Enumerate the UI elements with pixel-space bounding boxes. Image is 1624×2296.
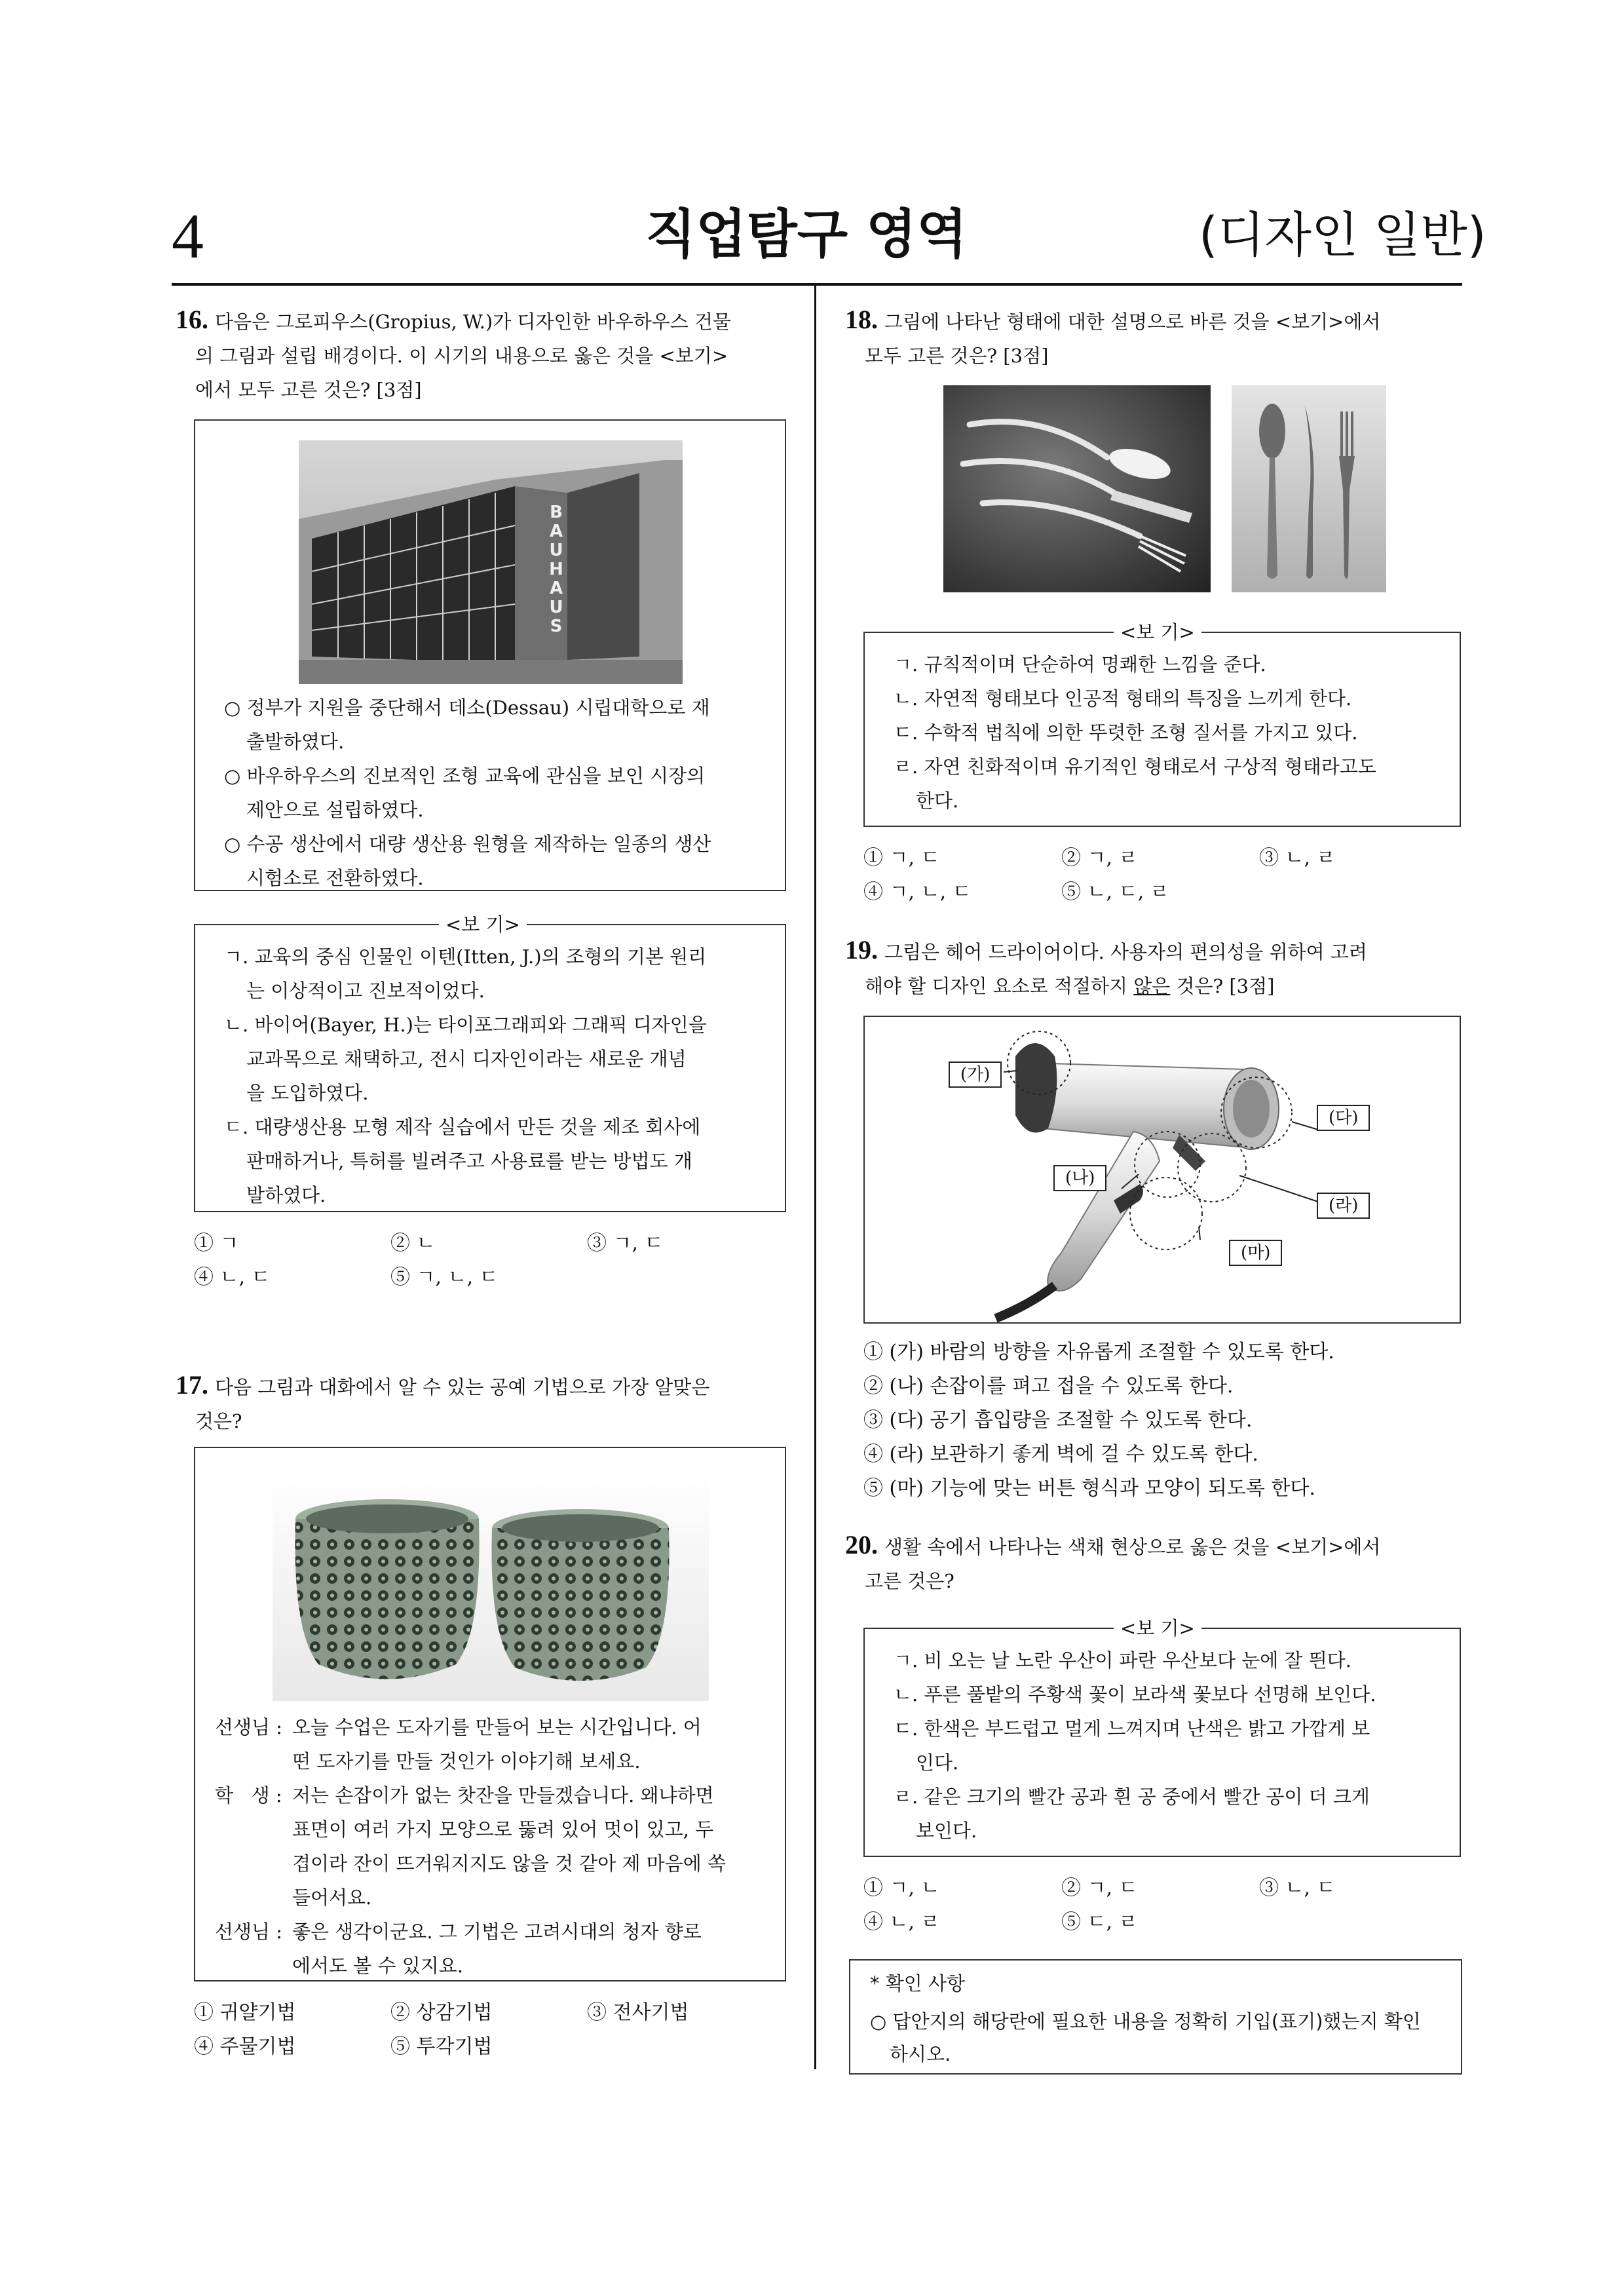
q17-choices: [194, 1996, 784, 2064]
q19-tag-da: (다): [1317, 1105, 1370, 1131]
q16-bullet-2: ○ 바우하우스의 진보적인 조형 교육에 관심을 보인 시장의 제안으로 설립하였다.: [224, 765, 706, 821]
q16-choice-4[interactable]: ④ ㄴ, ㄷ: [194, 1266, 271, 1289]
q19-choice-2[interactable]: ② (나) 손잡이를 펴고 접을 수 있도록 한다.: [863, 1375, 1234, 1398]
q17-number: 17.: [176, 1370, 208, 1400]
q17-figure-box: [194, 1447, 786, 1981]
page-title: 직업탐구 영역: [645, 204, 968, 265]
q20-bogi-b: ㄴ. 푸른 풀밭의 주황색 꽃이 보라색 꽃보다 선명해 보인다.: [894, 1683, 1376, 1706]
q17-choice-2[interactable]: ② 상감기법: [390, 2001, 493, 2024]
q18-bogi-b: ㄴ. 자연적 형태보다 인공적 형태의 특징을 느끼게 한다.: [894, 687, 1352, 710]
page-number: 4: [172, 201, 204, 272]
q19-choice-5[interactable]: ⑤ (마) 기능에 맞는 버튼 형식과 모양이 되도록 한다.: [863, 1477, 1315, 1500]
q20-choice-1[interactable]: ① ㄱ, ㄴ: [863, 1877, 940, 1900]
q20-bogi-c: ㄷ. 한색은 부드럽고 멀게 느껴지며 난색은 밝고 가깝게 보 인다.: [894, 1717, 1370, 1774]
q16-bogi-c: ㄷ. 대량생산용 모형 제작 실습에서 만든 것을 제조 회사에 판매하거나, 특허를 빌려주고 사용료를 받는 방법도 개 발하였다.: [224, 1116, 701, 1206]
q19-stem: 19. 그림은 헤어 드라이어이다. 사용자의 편의성을 위하여 고려 해야 할 디자인 요소로 적절하지 않은 것은? [3점]: [845, 935, 1367, 997]
q20-bogi-box: [863, 1617, 1461, 1857]
q20-stem: 20. 생활 속에서 나타나는 색채 현상으로 옳은 것을 <보기>에서 고른 것은?: [845, 1530, 1381, 1592]
q18-choice-5[interactable]: ⑤ ㄴ, ㄷ, ㄹ: [1061, 881, 1169, 904]
q16-choice-5[interactable]: ⑤ ㄱ, ㄴ, ㄷ: [390, 1266, 499, 1289]
q19-tag-na: (나): [1053, 1165, 1106, 1191]
q16-bogi-b: ㄴ. 바이어(Bayer, H.)는 타이포그래피와 그래픽 디자인을 교과목으로 채택하고, 전시 디자인이라는 새로운 개념 을 도입하였다.: [224, 1014, 707, 1104]
q17-choice-5[interactable]: ⑤ 투각기법: [390, 2035, 493, 2058]
header-rule: [172, 283, 1462, 286]
q17-dialogue-line-3: 선생님 : 좋은 생각이군요. 그 기법은 고려시대의 청자 향로 에서도 볼 수 있지요.: [215, 1921, 702, 1977]
q16-choices: [194, 1227, 784, 1295]
bauhaus-sign: B A U H A U S: [549, 503, 563, 636]
q19-tag-ga: (가): [949, 1062, 1002, 1088]
q17-stem: 17. 다음 그림과 대화에서 알 수 있는 공예 기법으로 가장 알맞은 것은?: [176, 1370, 710, 1432]
q19-choice-1[interactable]: ① (가) 바람의 방향을 자유롭게 조절할 수 있도록 한다.: [863, 1341, 1334, 1364]
q18-bogi-label: <보 기>: [1114, 621, 1201, 643]
q18-bogi-c: ㄷ. 수학적 법칙에 의한 뚜렷한 조형 질서를 가지고 있다.: [894, 721, 1358, 744]
q18-choice-3[interactable]: ③ ㄴ, ㄹ: [1259, 847, 1336, 870]
q16-bullet-1: ○ 정부가 지원을 중단해서 데소(Dessau) 시립대학으로 재 출발하였다.: [224, 697, 710, 753]
q16-number: 16.: [176, 305, 208, 334]
cutlery-photo-1: [943, 385, 1211, 592]
q16-choice-1[interactable]: ① ㄱ: [194, 1232, 239, 1255]
q16-bullets: [215, 691, 778, 895]
pierced-teacups-photo: [273, 1468, 709, 1701]
q20-choice-4[interactable]: ④ ㄴ, ㄹ: [863, 1911, 940, 1934]
q18-choice-4[interactable]: ④ ㄱ, ㄴ, ㄷ: [863, 881, 972, 904]
q19-choice-3[interactable]: ③ (다) 공기 흡입량을 조절할 수 있도록 한다.: [863, 1409, 1253, 1432]
q16-bogi-box: [194, 913, 786, 1212]
bauhaus-building-photo: [299, 440, 683, 684]
q17-choice-4[interactable]: ④ 주물기법: [194, 2035, 296, 2058]
q20-bogi-d: ㄹ. 같은 크기의 빨간 공과 흰 공 중에서 빨간 공이 더 크게 보인다.: [894, 1786, 1370, 1842]
q20-choices: [863, 1871, 1453, 1940]
q16-bogi-a: ㄱ. 교육의 중심 인물인 이텐(Itten, J.)의 조형의 기본 원리 는 이상적이고 진보적이었다.: [224, 946, 707, 1002]
q19-choices: [863, 1335, 1461, 1506]
q18-stem: 18. 그림에 나타난 형태에 대한 설명으로 바른 것을 <보기>에서 모두 고른 것은? [3점]: [845, 305, 1381, 367]
q17-dialogue-line-1: 선생님 : 오늘 수업은 도자기를 만들어 보는 시간입니다. 어 떤 도자기를 만들 것인가 이야기해 보세요.: [215, 1716, 702, 1772]
q17-choice-1[interactable]: ① 귀얄기법: [194, 2001, 296, 2024]
q20-choice-2[interactable]: ② ㄱ, ㄷ: [1061, 1877, 1138, 1900]
q18-choice-1[interactable]: ① ㄱ, ㄷ: [863, 847, 940, 870]
q16-stem: 16. 다음은 그로피우스(Gropius, W.)가 디자인한 바우하우스 건물 의 그림과 설립 배경이다. 이 시기의 내용으로 옳은 것을 <보기> 에서 모두 고른 것은? [3점]: [176, 305, 732, 401]
notice-title: * 확인 사항: [870, 1972, 965, 1995]
q19-choice-4[interactable]: ④ (라) 보관하기 좋게 벽에 걸 수 있도록 한다.: [863, 1443, 1258, 1466]
q19-figure-box: [863, 1016, 1461, 1324]
q16-figure-box: [194, 419, 786, 891]
q20-bogi-a: ㄱ. 비 오는 날 노란 우산이 파란 우산보다 눈에 잘 띈다.: [894, 1649, 1351, 1672]
notice-box: [849, 1959, 1462, 2075]
q18-bogi-a: ㄱ. 규칙적이며 단순하여 명쾌한 느낌을 준다.: [894, 653, 1266, 676]
q19-number: 19.: [845, 935, 878, 965]
q19-tag-ma: (마): [1229, 1240, 1282, 1266]
q17-choice-3[interactable]: ③ 전사기법: [587, 2001, 689, 2024]
q16-bogi-label: <보 기>: [439, 913, 527, 936]
q19-tag-ra: (라): [1317, 1193, 1370, 1219]
q17-dialogue-line-2: 학 생 : 저는 손잡이가 없는 찻잔을 만들겠습니다. 왜냐하면 표면이 여러 가지 모양으로 뚫려 있어 멋이 있고, 두 겹이라 잔이 뜨거워지지도 않을 것 같아 제 마음에 쏙 들어서요.: [215, 1784, 727, 1909]
q20-choice-3[interactable]: ③ ㄴ, ㄷ: [1259, 1877, 1336, 1900]
notice-text: ○ 답안지의 해당란에 필요한 내용을 정확히 기입(표기)했는지 확인 하시오.: [870, 2010, 1421, 2065]
q20-number: 20.: [845, 1530, 878, 1559]
q19-negation: 않은: [1133, 975, 1171, 997]
column-divider: [814, 286, 816, 2069]
cutlery-photo-2: [1232, 385, 1386, 592]
q18-bogi-box: [863, 621, 1461, 827]
q20-choice-5[interactable]: ⑤ ㄷ, ㄹ: [1061, 1911, 1138, 1934]
q18-choice-2[interactable]: ② ㄱ, ㄹ: [1061, 847, 1138, 870]
q17-dialogue: [215, 1710, 778, 1983]
q18-choices: [863, 841, 1453, 909]
q16-choice-3[interactable]: ③ ㄱ, ㄷ: [587, 1232, 664, 1255]
q16-bullet-3: ○ 수공 생산에서 대량 생산용 원형을 제작하는 일종의 생산 시험소로 전환하였다.: [224, 833, 711, 889]
q16-choice-2[interactable]: ② ㄴ: [390, 1232, 436, 1255]
q18-bogi-d: ㄹ. 자연 친화적이며 유기적인 형태로서 구상적 형태라고도 한다.: [894, 756, 1376, 812]
subject-title: (디자인 일반): [1199, 207, 1486, 263]
q18-number: 18.: [845, 305, 878, 334]
q20-bogi-label: <보 기>: [1114, 1617, 1201, 1639]
